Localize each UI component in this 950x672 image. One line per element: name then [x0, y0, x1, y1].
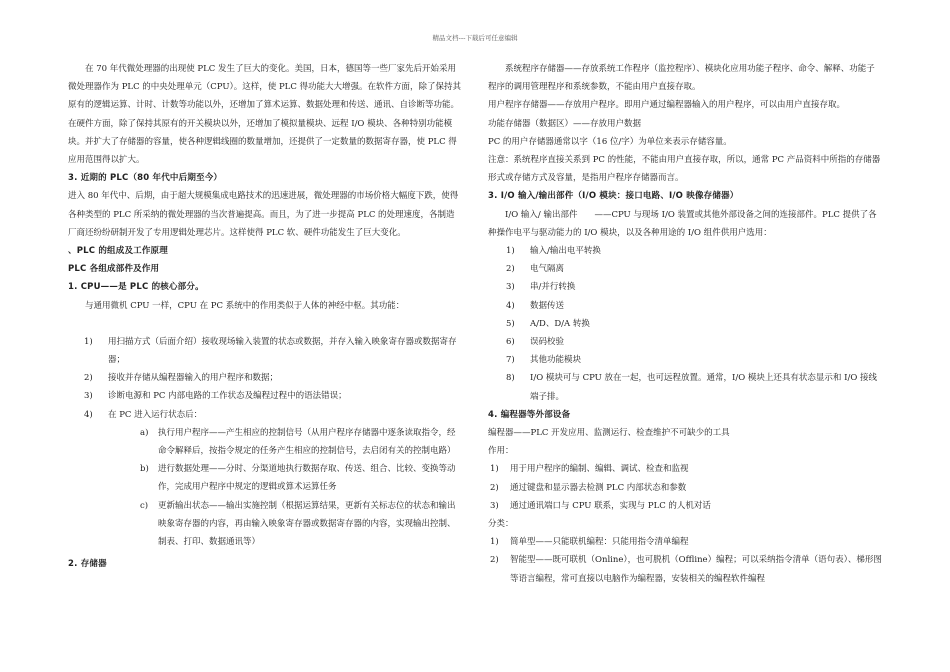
class-label: 分类：: [488, 519, 514, 530]
programmer-paragraph: 编程器——PLC 开发应用、监测运行、检查维护不可缺少的工具: [488, 428, 730, 439]
cpu-heading: 1. CPU——是 PLC 的核心部分。: [68, 282, 204, 293]
list-item: 5) A/D、D/A 转换: [506, 318, 590, 329]
list-item: 2) 接收并存储从编程器输入的用户程序和数据；: [84, 373, 279, 384]
io-heading: 3. I/O 输入/输出部件（I/O 模块：接口电路、I/O 映像存储器）: [488, 191, 739, 202]
list-item: 2) 通过键盘和显示器去检测 PLC 内部状态和参数: [490, 482, 687, 493]
list-item: 1) 用扫描方式（后面介绍）接收现场输入装置的状态或数据，并存入输入映象寄存器或数据寄存器；: [84, 336, 457, 366]
list-item: 8) I/O 模块可与 CPU 放在一起，也可远程放置。通常，I/O 模块上还具有状态显示和 I/O 接线端子排。: [506, 373, 878, 402]
list-item: 1) 简单型——只能联机编程：只能用指令清单编程: [490, 537, 689, 548]
list-item: 3) 串/并行转换: [506, 282, 576, 293]
function-memory-paragraph: 功能存储器（数据区）——存放用户数据: [488, 118, 642, 129]
io-paragraph: I/O 输入/ 输出部件 ——CPU 与现场 I/O 装置或其他外部设备之间的连接部件。PLC 提供了各种操作电平与驱动能力的 I/O 模块，以及各种用途的 I/O 组件供用户选用：: [488, 209, 877, 238]
left-column: [68, 60, 463, 573]
sub-heading: PLC 各组成部件及作用: [68, 264, 160, 275]
system-memory-paragraph: 系统程序存储器——存放系统工作程序（监控程序）、模块化应用功能子程序、命令、解释、功能子程序的调用管理程序和系统参数，不能由用户直接存取。: [488, 64, 875, 93]
page-header: 精品文档---下载后可任意编辑: [432, 34, 518, 42]
cpu-paragraph: 与通用微机 CPU 一样，CPU 在 PC 系统中的作用类似于人体的神经中枢。其功能：: [85, 300, 405, 311]
list-item: 1) 用于用户程序的编制、编辑、调试、检查和监视: [490, 464, 689, 475]
list-item: 7) 其他功能模块: [506, 355, 582, 366]
list-item: 2) 智能型——既可联机（Online），也可脱机（Offline）编程；可以采纳指令清单（语句表）、梯形图等语言编程，常可直接以电脑作为编程器，安装相关的编程软件编程: [490, 555, 882, 584]
intro-paragraph: 在 70 年代微处理器的出现使 PLC 发生了巨大的变化。美国，日本，德国等一些厂家先后开始采用微处理器作为 PLC 的中央处理单元（CPU）。这样，使 PLC 得功能大大增强。在软件方面，除了保持其原有的逻辑运算、计时、计数等功能以外，还增加了算术运算、数据处理和传送、通讯、自诊断等功能。在硬件方面，除了保持其原有的开关模块以外，还增加了模拟量模块、远程 I/O 模块、各种特别功能模块。并扩大了存储器的容量，使各种逻辑线圈的数量增加，还提供了一定数量的数据寄存器，使 PLC 得应用范围得以扩大。: [68, 64, 462, 166]
section-3-paragraph: 进入 80 年代中、后期，由于超大规模集成电路技术的迅速进展，微处理器的市场价格大幅度下跌，使得各种类型的 PLC 所采纳的微处理器的当次普遍提高。而且，为了进一步提高 PLC 的处理速度，各制造厂商还纷纷研制开发了专用逻辑处理芯片。这样使得 PLC 软、硬件功能发生了巨大变化。: [68, 191, 459, 238]
capacity-note: PC 的用户存储器通常以字（16 位/字）为单位来表示存储容量。: [488, 136, 732, 147]
memory-heading: 2. 存储器: [68, 559, 107, 570]
use-label: 作用：: [488, 446, 514, 457]
list-item: 6) 误码校验: [506, 337, 565, 348]
main-heading: 、PLC 的组成及工作原理: [68, 246, 168, 257]
list-item: 2) 电气隔离: [506, 264, 565, 275]
list-item: a) 执行用户程序——产生相应的控制信号（从用户程序存储器中逐条读取指令，经命令解释后，按指令规定的任务产生相应的控制信号，去启闭有关的控制电路）: [140, 427, 456, 457]
list-item: 4) 在 PC 进入运行状态后：: [84, 409, 203, 420]
user-memory-paragraph: 用户程序存储器——存放用户程序。即用户通过编程器输入的用户程序，可以由用户直接存取。: [488, 100, 846, 111]
list-item: c) 更新输出状态——输出实施控制（根据运算结果，更新有关标志位的状态和输出映象寄存器的内容，再由输入映象寄存器或数据寄存器的内容，实现输出控制、制表、打印、数据通讯等）: [140, 500, 456, 548]
list-item: 3) 诊断电源和 PC 内部电路的工作状态及编程过程中的语法错误；: [84, 391, 347, 402]
attention-note: 注意：系统程序直接关系到 PC 的性能，不能由用户直接存取，所以，通常 PC 产品资料中所指的存储器形式或存储方式及容量，是指用户程序存储器而言。: [488, 155, 881, 184]
programmer-heading: 4. 编程器等外部设备: [488, 409, 571, 420]
list-item: 3) 通过通讯端口与 CPU 联系，实现与 PLC 的人机对话: [490, 500, 711, 511]
right-column: [488, 60, 883, 588]
list-item: 4) 数据传送: [506, 300, 565, 311]
section-3-heading: 3. 近期的 PLC（80 年代中后期至今）: [68, 173, 223, 184]
list-item: 1) 输入/输出电平转换: [506, 246, 601, 257]
list-item: b) 进行数据处理——分时、分渠道地执行数据存取、传送、组合、比较、变换等动作，完成用户程序中规定的逻辑或算术运算任务: [140, 464, 456, 493]
